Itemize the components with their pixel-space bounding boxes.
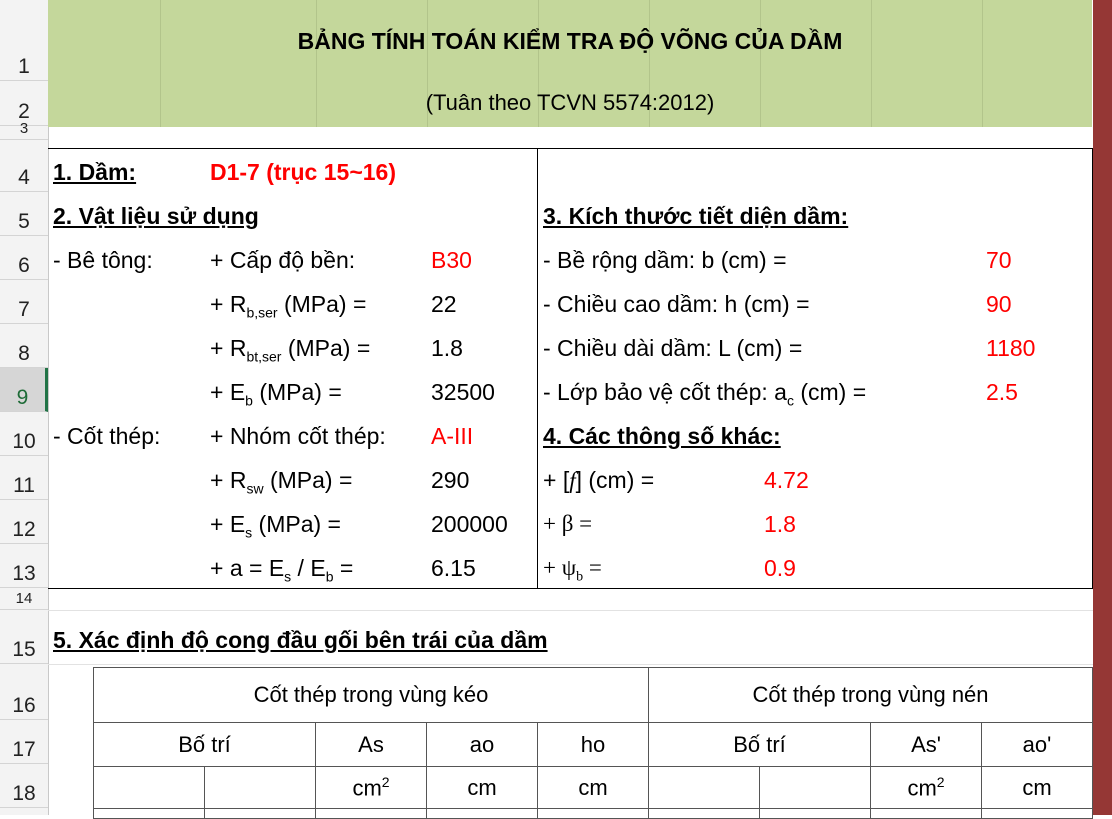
label-subscript: b bbox=[245, 392, 253, 409]
row-number-label: 2 bbox=[18, 100, 30, 123]
unit-cell[interactable] bbox=[427, 767, 538, 809]
material-property-value[interactable]: 290 bbox=[431, 467, 470, 493]
row-number[interactable] bbox=[0, 610, 48, 664]
table-cell[interactable] bbox=[205, 809, 316, 819]
material-property-label[interactable] bbox=[210, 511, 341, 541]
table-cell[interactable] bbox=[760, 809, 871, 819]
row-number-label: 9 bbox=[16, 386, 29, 409]
label-text: - Bề rộng dầm: b (cm) = bbox=[543, 247, 787, 273]
ratio-part: + a = E bbox=[210, 555, 285, 581]
table-cell[interactable] bbox=[649, 809, 760, 819]
unit-cell[interactable] bbox=[538, 767, 649, 809]
row-number-label: 7 bbox=[18, 298, 30, 321]
unit-cell[interactable] bbox=[649, 767, 760, 809]
row-number-label: 4 bbox=[18, 166, 30, 189]
label-text: + Nhóm cốt thép: bbox=[210, 423, 386, 449]
box-middle-border bbox=[537, 148, 538, 589]
row-number-label: 16 bbox=[12, 694, 36, 717]
material-property-value[interactable]: 22 bbox=[431, 291, 457, 317]
table-cell[interactable] bbox=[871, 809, 982, 819]
row-number-label: 17 bbox=[12, 738, 36, 761]
label-subscript: c bbox=[786, 392, 794, 409]
label-text: (MPa) = bbox=[277, 291, 367, 317]
row-number[interactable] bbox=[0, 280, 48, 324]
label-text: + Cấp độ bền: bbox=[210, 247, 356, 273]
label-text: (MPa) = bbox=[252, 379, 342, 405]
dimension-value[interactable]: 1180 bbox=[986, 335, 1036, 361]
material-property-label[interactable] bbox=[210, 423, 386, 450]
section4-heading[interactable]: 4. Các thông số khác: bbox=[543, 423, 781, 449]
label-text: + R bbox=[210, 291, 247, 317]
row-number-label: 3 bbox=[19, 120, 29, 137]
table-cell[interactable] bbox=[538, 809, 649, 819]
label-text: (MPa) = bbox=[263, 467, 353, 493]
label-text: + R bbox=[210, 335, 247, 361]
section3-heading[interactable]: 3. Kích thước tiết diện dầm: bbox=[543, 203, 849, 229]
unit-superscript: 2 bbox=[381, 773, 390, 790]
ratio-part: / E bbox=[291, 555, 326, 581]
dimension-label[interactable] bbox=[543, 379, 866, 409]
reinforcement-table bbox=[93, 667, 1093, 819]
row-header-column bbox=[0, 0, 49, 815]
unit-cell[interactable] bbox=[871, 767, 982, 809]
grid-line bbox=[48, 664, 1093, 665]
label-text: - Chiều cao dầm: h (cm) = bbox=[543, 291, 810, 317]
label-text: + E bbox=[210, 379, 246, 405]
label-subscript: sw bbox=[246, 480, 264, 497]
dimension-label[interactable] bbox=[543, 291, 810, 318]
row-number-label: 13 bbox=[12, 562, 36, 585]
material-property-label[interactable] bbox=[210, 467, 352, 497]
label-text: + E bbox=[210, 511, 246, 537]
row-number-label: 14 bbox=[15, 590, 33, 607]
box-bottom-border bbox=[48, 588, 1093, 589]
title-band bbox=[48, 0, 1092, 127]
deflection-limit-value[interactable]: 4.72 bbox=[764, 467, 809, 493]
f-symbol: f bbox=[569, 468, 576, 493]
unit-text: cm bbox=[467, 774, 497, 800]
row-number[interactable] bbox=[0, 324, 48, 368]
row-number[interactable] bbox=[0, 368, 48, 412]
unit-text: cm bbox=[578, 774, 608, 800]
unit-superscript: 2 bbox=[936, 773, 945, 790]
dimension-value[interactable]: 70 bbox=[986, 247, 1012, 273]
row-number-label: 6 bbox=[18, 254, 30, 277]
concrete-label[interactable]: - Bê tông: bbox=[53, 247, 153, 273]
f-pre: + [ bbox=[543, 467, 570, 493]
label-text: (MPa) = bbox=[281, 335, 371, 361]
section5-heading[interactable]: 5. Xác định độ cong đầu gối bên trái của dầm bbox=[53, 627, 548, 653]
steel-label[interactable]: - Cốt thép: bbox=[53, 423, 161, 449]
ratio-sub: b bbox=[325, 568, 334, 585]
label-subscript: s bbox=[245, 524, 253, 541]
unit-cell[interactable] bbox=[316, 767, 427, 809]
header-as[interactable]: As bbox=[316, 723, 427, 767]
row-number-label: 18 bbox=[12, 782, 36, 805]
unit-cell[interactable] bbox=[94, 767, 205, 809]
f-post: ] (cm) = bbox=[575, 467, 655, 493]
dimension-label[interactable] bbox=[543, 335, 802, 362]
unit-cell[interactable] bbox=[205, 767, 316, 809]
table-cell[interactable] bbox=[982, 809, 1093, 819]
grid-line bbox=[48, 610, 1093, 611]
psi-symbol: + ψ bbox=[543, 555, 577, 580]
label-text: + R bbox=[210, 467, 247, 493]
label-text: (MPa) = bbox=[252, 511, 341, 537]
psi-label[interactable] bbox=[543, 555, 602, 586]
row-number-label: 5 bbox=[18, 210, 30, 233]
unit-text: cm bbox=[1022, 774, 1052, 800]
row-number[interactable] bbox=[0, 140, 48, 192]
row-number[interactable] bbox=[0, 544, 48, 588]
material-property-label[interactable] bbox=[210, 247, 355, 274]
row-number-label: 15 bbox=[12, 638, 36, 661]
row-number[interactable] bbox=[0, 664, 48, 720]
dimension-label[interactable] bbox=[543, 247, 787, 274]
beta-label[interactable]: + β = bbox=[543, 511, 593, 536]
header-as-prime[interactable]: As' bbox=[871, 723, 982, 767]
material-property-value[interactable]: 1.8 bbox=[431, 335, 463, 361]
header-layout-tension[interactable]: Bố trí bbox=[94, 723, 316, 767]
row-number[interactable] bbox=[0, 0, 48, 81]
box-top-border bbox=[48, 148, 1093, 149]
row-number[interactable] bbox=[0, 456, 48, 500]
label-text: - Chiều dài dầm: L (cm) = bbox=[543, 335, 803, 361]
row-number[interactable] bbox=[0, 236, 48, 280]
label-subscript: bt,ser bbox=[246, 348, 282, 365]
section1-label[interactable]: 1. Dầm: bbox=[53, 159, 137, 185]
sheet-title[interactable]: BẢNG TÍNH TOÁN KIỂM TRA ĐỘ VÕNG CỦA DẦM bbox=[297, 28, 843, 54]
sheet-edge-strip bbox=[1093, 0, 1112, 815]
material-property-value[interactable]: A-III bbox=[431, 423, 474, 449]
compression-group-header[interactable]: Cốt thép trong vùng nén bbox=[649, 668, 1093, 723]
row-number[interactable] bbox=[0, 120, 48, 140]
psi-sub: b bbox=[576, 569, 584, 585]
row-number[interactable] bbox=[0, 588, 48, 610]
header-layout-compression[interactable]: Bố trí bbox=[649, 723, 871, 767]
row-number-label: 8 bbox=[18, 342, 30, 365]
psi-end: = bbox=[583, 555, 602, 580]
header-ao[interactable]: ao bbox=[427, 723, 538, 767]
sheet-subtitle[interactable]: (Tuân theo TCVN 5574:2012) bbox=[425, 90, 715, 115]
tension-group-header[interactable]: Cốt thép trong vùng kéo bbox=[94, 668, 649, 723]
ratio-sub: s bbox=[284, 568, 292, 585]
material-property-value[interactable]: B30 bbox=[431, 247, 472, 273]
header-ho[interactable]: ho bbox=[538, 723, 649, 767]
dimension-value[interactable]: 2.5 bbox=[986, 379, 1018, 405]
material-property-label[interactable] bbox=[210, 335, 370, 365]
unit-text: cm bbox=[352, 775, 382, 801]
material-property-value[interactable]: 200000 bbox=[431, 511, 508, 537]
table-cell[interactable] bbox=[316, 809, 427, 819]
unit-cell[interactable] bbox=[760, 767, 871, 809]
beta-value[interactable]: 1.8 bbox=[764, 511, 796, 537]
modulus-ratio-value[interactable]: 6.15 bbox=[431, 555, 476, 581]
row-number-label: 12 bbox=[12, 518, 36, 541]
row-number-label: 11 bbox=[13, 474, 35, 497]
deflection-limit-label[interactable] bbox=[543, 467, 654, 494]
material-property-value[interactable]: 32500 bbox=[431, 379, 495, 405]
header-ao-prime[interactable]: ao' bbox=[982, 723, 1093, 767]
modulus-ratio-label[interactable] bbox=[210, 555, 353, 585]
row-number[interactable] bbox=[0, 192, 48, 236]
material-property-label[interactable] bbox=[210, 379, 342, 409]
row-number[interactable] bbox=[0, 720, 48, 764]
label-subscript: b,ser bbox=[246, 304, 278, 321]
material-property-label[interactable] bbox=[210, 291, 366, 321]
psi-value[interactable]: 0.9 bbox=[764, 555, 796, 581]
row-number[interactable] bbox=[0, 500, 48, 544]
row-number-label: 10 bbox=[12, 430, 36, 453]
box-right-border bbox=[1092, 148, 1093, 589]
section2-heading[interactable]: 2. Vật liệu sử dụng bbox=[53, 203, 259, 229]
unit-cell[interactable] bbox=[982, 767, 1093, 809]
row-number[interactable] bbox=[0, 412, 48, 456]
beam-name[interactable]: D1-7 (trục 15~16) bbox=[210, 159, 396, 185]
label-text: (cm) = bbox=[793, 379, 867, 405]
row-number[interactable] bbox=[0, 764, 48, 808]
ratio-part: = bbox=[333, 555, 354, 581]
table-cell[interactable] bbox=[427, 809, 538, 819]
table-cell[interactable] bbox=[94, 809, 205, 819]
dimension-value[interactable]: 90 bbox=[986, 291, 1012, 317]
label-text: - Lớp bảo vệ cốt thép: a bbox=[543, 379, 787, 405]
unit-text: cm bbox=[907, 775, 937, 801]
row-number-label: 1 bbox=[18, 55, 30, 78]
